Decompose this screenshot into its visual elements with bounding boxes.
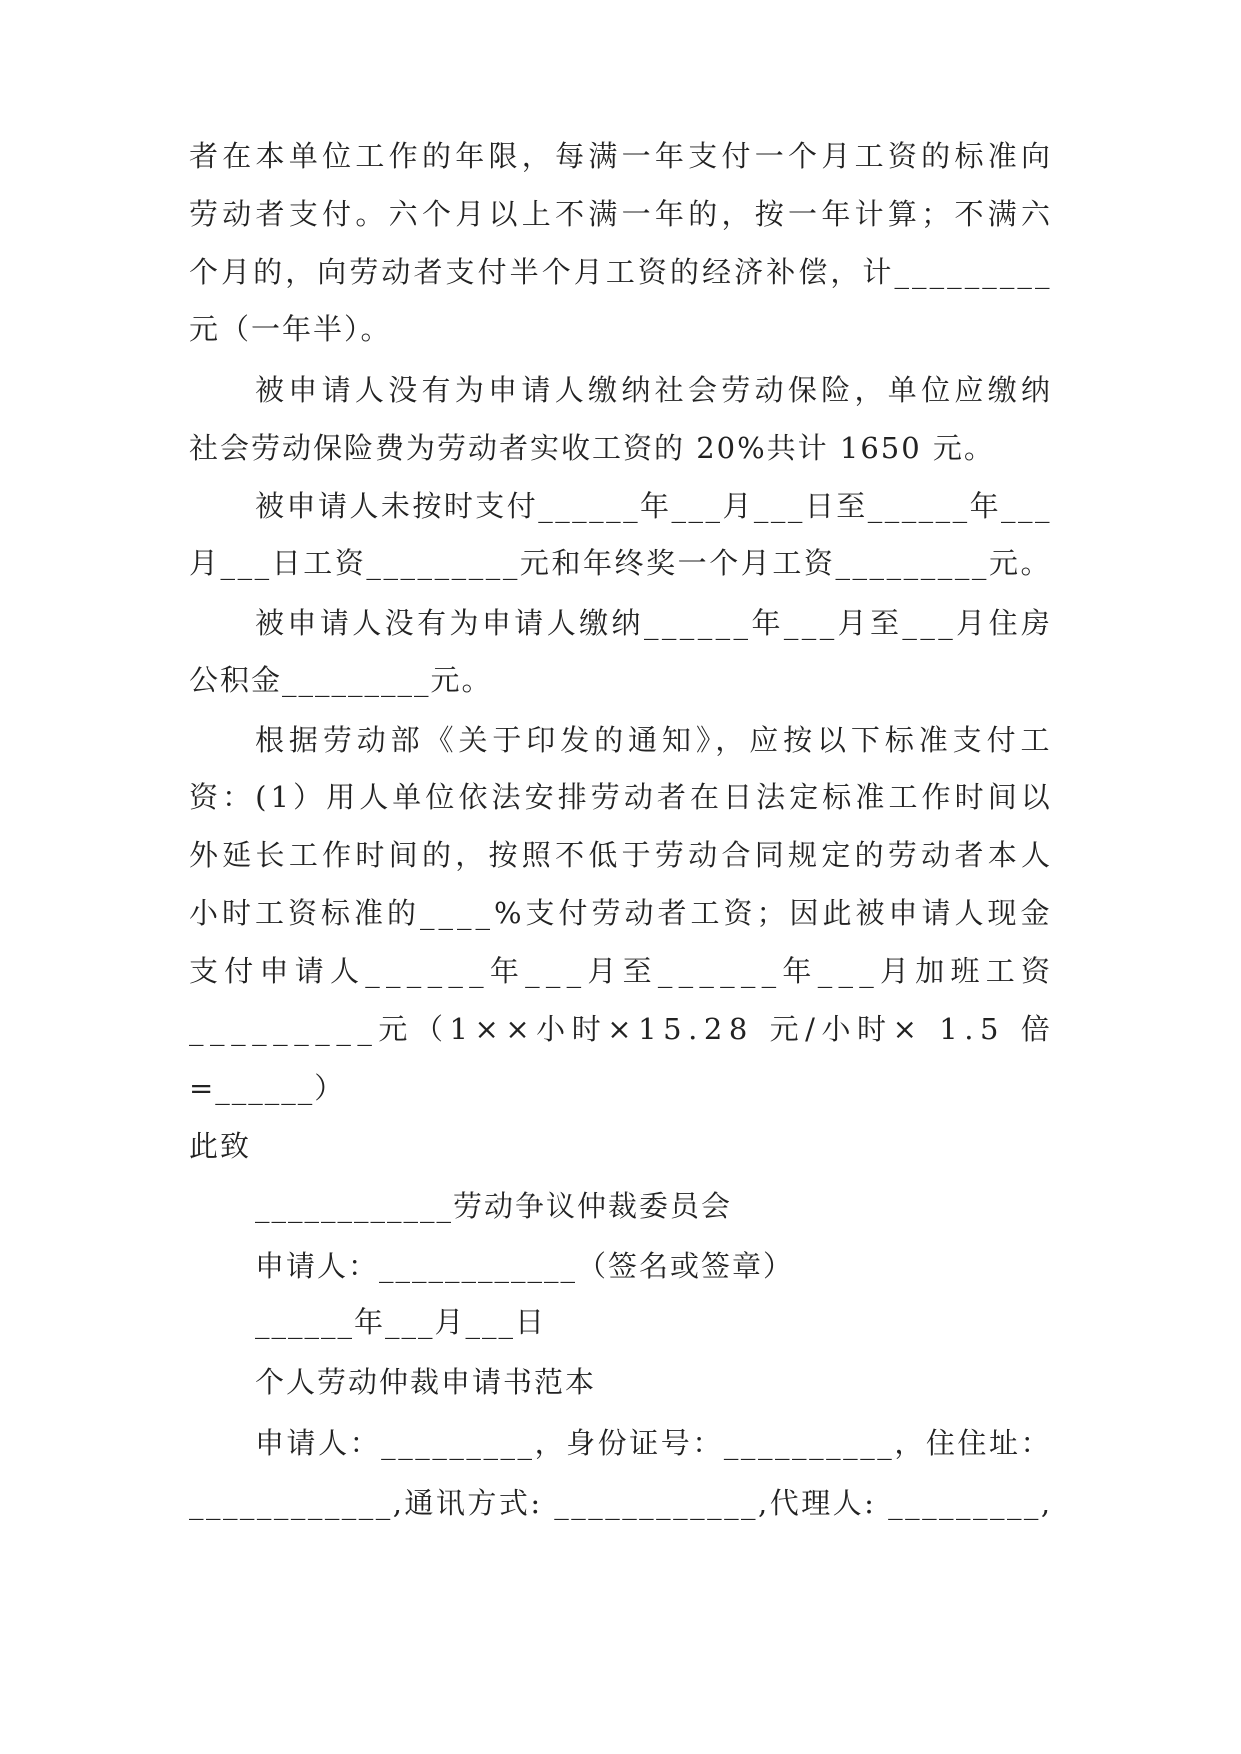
applicant-info-line: 申请人：_________，身份证号：__________，住住址： [255, 1426, 1053, 1460]
body-line: 外延长工作时间的，按照不低于劳动合同规定的劳动者本人 [189, 838, 1055, 872]
date-line: ______年___月___日 [255, 1305, 547, 1339]
body-line: 个月的，向劳动者支付半个月工资的经济补偿，计_________ [189, 255, 1053, 289]
body-line: _________元（1××小时×15.28 元/小时× 1.5 倍 [189, 1012, 1057, 1046]
body-line: =______） [189, 1071, 346, 1105]
body-line: 资：(1）用人单位依法安排劳动者在日法定标准工作时间以 [189, 780, 1054, 814]
paragraph-first-line: 被申请人没有为申请人缴纳社会劳动保险，单位应缴纳 [255, 373, 1055, 407]
paragraph-first-line: 被申请人未按时支付______年___月___日至______年___ [255, 489, 1052, 523]
body-line: 月___日工资_________元和年终奖一个月工资_________元。 [189, 546, 1053, 580]
paragraph-first-line: 被申请人没有为申请人缴纳______年___月至___月住房 [255, 606, 1054, 640]
applicant-info-line: ____________,通讯方式: ____________,代理人: _________, [189, 1486, 1053, 1520]
body-line: 劳动者支付。六个月以上不满一年的，按一年计算；不满六 [189, 197, 1055, 231]
body-line: 支付申请人______年___月至______年___月加班工资 [189, 954, 1057, 988]
body-line: 者在本单位工作的年限，每满一年支付一个月工资的标准向 [189, 139, 1055, 173]
body-line: 公积金_________元。 [189, 663, 493, 697]
salutation-line: 此致 [189, 1129, 252, 1163]
section-title: 个人劳动仲裁申请书范本 [255, 1365, 597, 1399]
body-line: 元（一年半）。 [189, 312, 392, 346]
addressee-line: ____________劳动争议仲裁委员会 [255, 1189, 733, 1223]
body-line: 小时工资标准的____%支付劳动者工资；因此被申请人现金 [189, 896, 1054, 930]
paragraph-first-line: 根据劳动部《关于印发的通知》，应按以下标准支付工 [255, 723, 1055, 757]
signature-line: 申请人：____________（签名或签章） [255, 1249, 795, 1283]
body-line: 社会劳动保险费为劳动者实收工资的 20%共计 1650 元。 [189, 431, 995, 465]
